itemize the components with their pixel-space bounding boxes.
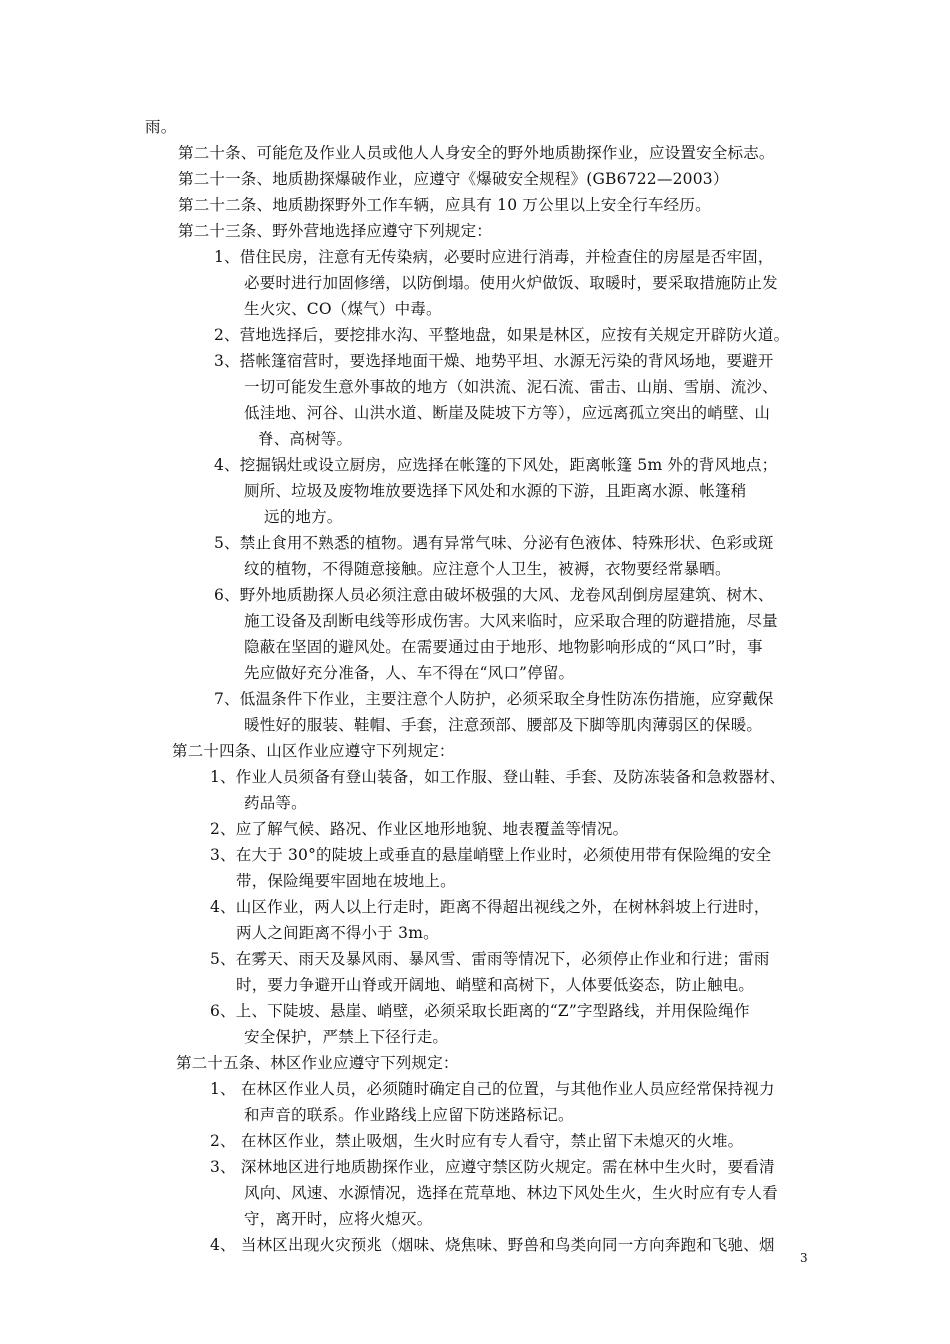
article-24-heading: 第二十四条、山区作业应遵守下列规定：	[172, 742, 455, 760]
text-line: 1、 在林区作业人员，必须随时确定自己的位置，与其他作业人员应经常保持视力	[210, 1080, 775, 1098]
text-line: 厕所、垃圾及废物堆放要选择下风处和水源的下游，且距离水源、帐篷稍	[244, 482, 747, 500]
text-line: 1、作业人员须备有登山装备，如工作服、登山鞋、手套、及防冻装备和急救器材、	[210, 768, 786, 786]
text-line: 5、在雾天、雨天及暴风雨、暴风雪、雷雨等情况下，必须停止作业和行进；雷雨	[210, 950, 770, 968]
text-line: 风向、风速、水源情况，选择在荒草地、林边下风处生火，生火时应有专人看	[244, 1184, 778, 1202]
article-23-heading: 第二十三条、野外营地选择应遵守下列规定：	[178, 222, 493, 240]
text-line: 暖性好的服装、鞋帽、手套，注意颈部、腰部及下脚等肌肉薄弱区的保暖。	[244, 716, 763, 734]
article-22: 第二十二条、地质勘探野外工作车辆，应具有 10 万公里以上安全行车经历。	[178, 196, 711, 214]
page-number: 3	[800, 1251, 808, 1265]
text-line: 低洼地、河谷、山洪水道、断崖及陡坡下方等），应远离孤立突出的峭壁、山	[244, 404, 771, 422]
text-line: 5、禁止食用不熟悉的植物。遇有异常气味、分泌有色液体、特殊形状、色彩或斑	[214, 534, 774, 552]
text-line: 纹的植物，不得随意接触。应注意个人卫生，被褥，衣物要经常暴晒。	[244, 560, 731, 578]
text-line: 3、 深林地区进行地质勘探作业，应遵守禁区防火规定。需在林中生火时，要看清	[210, 1158, 775, 1176]
text-line: 1、借住民房，注意有无传染病，必要时应进行消毒，并检查住的房屋是否牢固，	[214, 248, 774, 266]
text-line: 生火灾、CO（煤气）中毒。	[244, 300, 442, 318]
text-line: 脊、高树等。	[258, 430, 353, 448]
text-line: 4、 当林区出现火灾预兆（烟味、烧焦味、野兽和鸟类向同一方向奔跑和飞驰、烟	[210, 1236, 775, 1254]
text-line: 远的地方。	[264, 508, 343, 526]
text-line: 一切可能发生意外事故的地方（如洪流、泥石流、雷击、山崩、雪崩、流沙、	[244, 378, 778, 396]
article-20: 第二十条、可能危及作业人员或他人人身安全的野外地质勘探作业，应设置安全标志。	[178, 144, 775, 162]
text-line: 2、应了解气候、路况、作业区地形地貌、地表覆盖等情况。	[210, 820, 629, 838]
text-line: 2、 在林区作业，禁止吸烟，生火时应有专人看守，禁止留下未熄灭的火堆。	[210, 1132, 744, 1150]
text-line: 7、低温条件下作业，主要注意个人防护，必须采取全身性防冻伤措施，应穿戴保	[214, 690, 774, 708]
text-line: 两人之间距离不得小于 3m。	[236, 924, 439, 942]
article-21: 第二十一条、地质勘探爆破作业，应遵守《爆破安全规程》(GB6722—2003）	[178, 170, 729, 188]
text-line: 4、挖掘锅灶或设立厨房，应选择在帐篷的下风处，距离帐篷 5m 外的背风地点；	[214, 456, 778, 474]
text-line: 和声音的联系。作业路线上应留下防迷路标记。	[244, 1106, 574, 1124]
text-line: 3、搭帐篷宿营时，要选择地面干燥、地势平坦、水源无污染的背风场地，要避开	[214, 352, 774, 370]
text-line: 安全保护，严禁上下径行走。	[244, 1028, 449, 1046]
text-line: 6、野外地质勘探人员必须注意由破坏极强的大风、龙卷风刮倒房屋建筑、树木、	[214, 586, 774, 604]
text-line: 时，要力争避开山脊或开阔地、峭壁和高树下，人体要低姿态，防止触电。	[236, 976, 755, 994]
text-line: 带，保险绳要牢固地在坡地上。	[236, 872, 456, 890]
text-line: 药品等。	[244, 794, 307, 812]
text-line: 必要时进行加固修缮，以防倒塌。使用火炉做饭、取暖时，要采取措施防止发	[244, 274, 778, 292]
text-line: 2、营地选择后，要挖排水沟、平整地盘，如果是林区，应按有关规定开辟防火道。	[214, 326, 790, 344]
text-line: 先应做好充分准备，人、车不得在“风口”停留。	[244, 664, 575, 682]
text-line: 守，离开时，应将火熄灭。	[244, 1210, 433, 1228]
text-line: 隐蔽在坚固的避风处。在需要通过由于地形、地物影响形成的“风口”时，事	[244, 638, 763, 656]
text-line: 4、山区作业，两人以上行走时，距离不得超出视线之外，在树林斜坡上行进时，	[210, 898, 770, 916]
text-line: 6、上、下陡坡、悬崖、峭壁，必须采取长距离的“Z”字型路线，并用保险绳作	[210, 1002, 750, 1020]
article-25-heading: 第二十五条、林区作业应遵守下列规定：	[176, 1054, 459, 1072]
text-line: 雨。	[145, 118, 177, 136]
text-line: 施工设备及刮断电线等形成伤害。大风来临时，应采取合理的防避措施，尽量	[244, 612, 778, 630]
text-line: 3、在大于 30°的陡坡上或垂直的悬崖峭壁上作业时，必须使用带有保险绳的安全	[210, 846, 772, 864]
